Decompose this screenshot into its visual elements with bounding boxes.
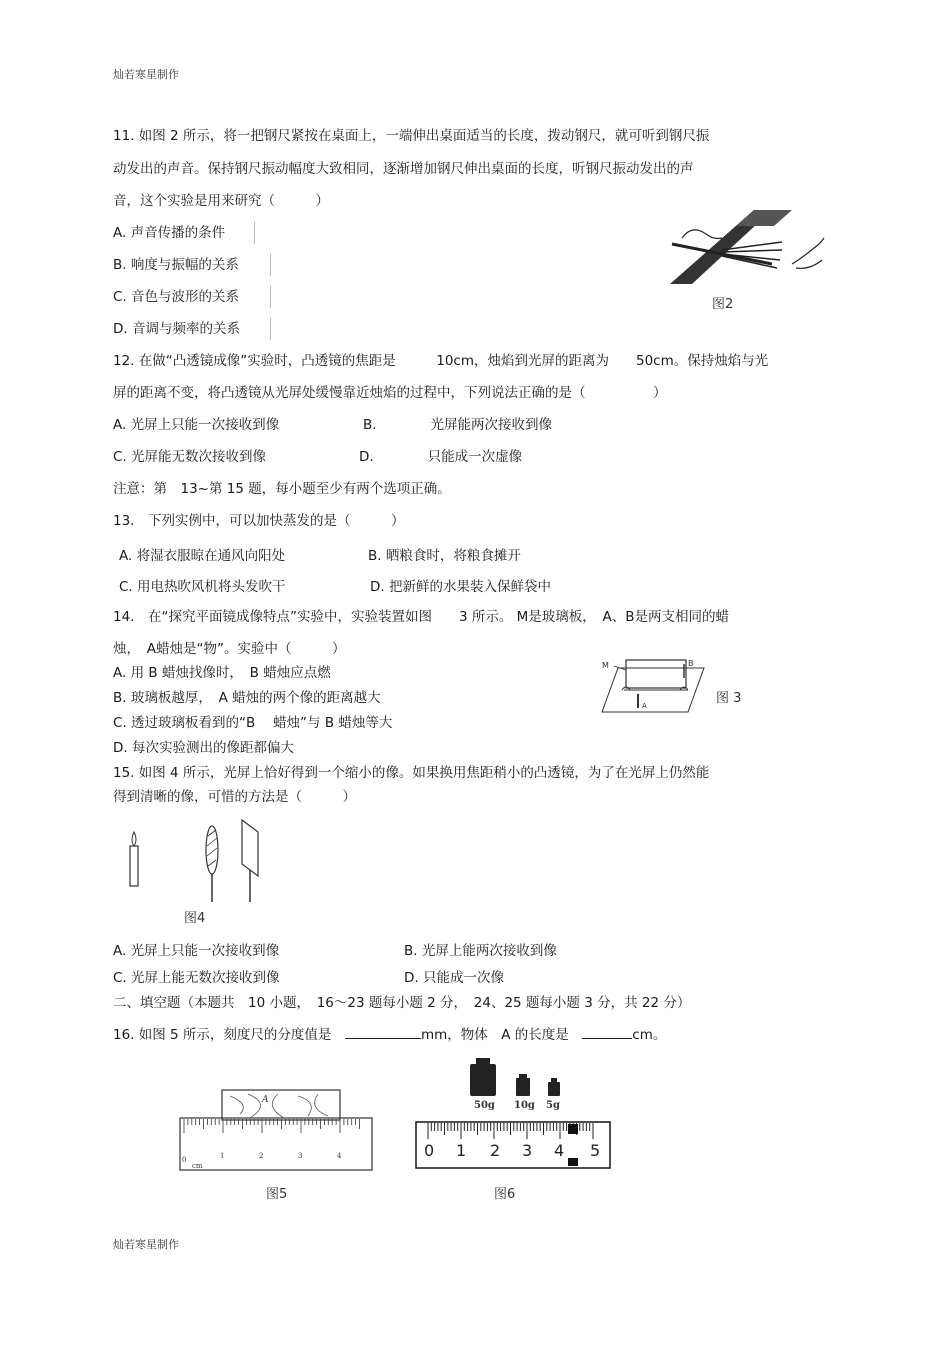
page-header: 灿若寒星制作 — [113, 68, 179, 81]
q11-option-a: A. 声音传播的条件 — [113, 225, 226, 241]
q15-line2: 得到清晰的像，可惜的方法是（ ） — [113, 789, 356, 805]
figure-6-tick-2: 2 — [490, 1141, 501, 1160]
q16-prefix: 16. 如图 5 所示，刻度尺的分度值是 — [113, 1027, 345, 1043]
q16-stem — [113, 1024, 666, 1044]
section-2-heading: 二、填空题（本题共 10 小题， 16～23 题每小题 2 分， 24、25 题每小题 3 分，共 22 分） — [113, 995, 691, 1011]
q15-option-d: D. 只能成一次像 — [404, 970, 504, 986]
figure-5-tick-2: 2 — [259, 1152, 264, 1160]
q11-line3: 音，这个实验是用来研究（ ） — [113, 193, 329, 209]
figure-5-label: 图5 — [266, 1187, 288, 1202]
q14-line2: 烛， A蜡烛是“物”。实验中（ ） — [113, 641, 346, 657]
figure-3-m-label: M — [602, 661, 609, 670]
divider — [270, 318, 271, 340]
q14-option-c: C. 透过玻璃板看到的“B 蜡烛”与 B 蜡烛等大 — [113, 715, 393, 731]
q15-line1: 15. 如图 4 所示，光屏上恰好得到一个缩小的像。如果换用焦距稍小的凸透镜，为了在光屏上仍然能 — [113, 765, 710, 781]
q12-option-c: C. 光屏能无数次接收到像 — [113, 449, 267, 465]
figure-6-weight-50g: 50g — [474, 1100, 495, 1111]
q15-option-b: B. 光屏上能两次接收到像 — [404, 943, 557, 959]
divider — [254, 222, 255, 244]
figure-3-mirror-setup — [600, 654, 710, 716]
q14-line1: 14. 在“探究平面镜成像特点”实验中，实验装置如图 3 所示。 M是玻璃板， A、B是两支相同的蜡 — [113, 609, 730, 625]
note: 注意：第 13~第 15 题，每小题至少有两个选项正确。 — [113, 481, 451, 497]
figure-5-tick-3: 3 — [298, 1152, 303, 1160]
q16-suffix: cm。 — [632, 1027, 667, 1043]
figure-6-tick-0: 0 — [424, 1141, 435, 1160]
figure-6-tick-1: 1 — [456, 1141, 467, 1160]
figure-3-a-label: A — [642, 702, 647, 710]
figure-5-tick-1: 1 — [220, 1152, 225, 1160]
figure-5-object-label: A — [262, 1095, 269, 1105]
q11-option-b: B. 响度与振幅的关系 — [113, 257, 239, 273]
q11-option-d: D. 音调与频率的关系 — [113, 321, 240, 337]
figure-5-ruler — [178, 1086, 374, 1172]
figure-5-tick-0: 0 — [182, 1156, 187, 1164]
figure-5-unit: cm — [192, 1162, 203, 1170]
page-footer: 灿若寒星制作 — [113, 1238, 179, 1251]
q13-option-c: C. 用电热吹风机将头发吹干 — [119, 579, 286, 595]
figure-6-balance — [414, 1056, 614, 1172]
q11-option-c: C. 音色与波形的关系 — [113, 289, 240, 305]
q11-line1: 11. 如图 2 所示，将一把钢尺紧按在桌面上，一端伸出桌面适当的长度，拨动钢尺，就可听到钢尺振 — [113, 128, 710, 144]
figure-2-ruler-vibration — [662, 204, 842, 290]
q12-line1: 12. 在做“凸透镜成像”实验时，凸透镜的焦距是 10cm，烛焰到光屏的距离为 50cm。保持烛焰与光 — [113, 353, 769, 369]
divider — [270, 254, 271, 276]
divider — [270, 286, 271, 308]
figure-4-label: 图4 — [184, 911, 206, 926]
q12-option-b: B. 光屏能两次接收到像 — [363, 417, 553, 433]
q16-blank-length[interactable] — [582, 1024, 632, 1039]
figure-2-label: 图2 — [712, 297, 734, 312]
figure-6-tick-5: 5 — [590, 1141, 601, 1160]
figure-6-weight-10g: 10g — [514, 1100, 535, 1111]
q16-mid: mm，物体 A 的长度是 — [420, 1027, 583, 1043]
figure-3-label: 图 3 — [716, 691, 742, 706]
q11-line2: 动发出的声音。保持钢尺振动幅度大致相同，逐渐增加钢尺伸出桌面的长度，听钢尺振动发出的声 — [113, 161, 694, 177]
figure-6-tick-4: 4 — [554, 1141, 565, 1160]
figure-5-tick-4: 4 — [337, 1152, 342, 1160]
q15-option-a: A. 光屏上只能一次接收到像 — [113, 943, 280, 959]
q12-option-d: D. 只能成一次虚像 — [359, 449, 523, 465]
figure-6-weight-5g: 5g — [546, 1100, 560, 1111]
q12-option-a: A. 光屏上只能一次接收到像 — [113, 417, 280, 433]
q15-option-c: C. 光屏上能无数次接收到像 — [113, 970, 280, 986]
q13-option-b: B. 晒粮食时，将粮食摊开 — [368, 548, 521, 564]
figure-6-label: 图6 — [494, 1187, 516, 1202]
q14-option-b: B. 玻璃板越厚， A 蜡烛的两个像的距离越大 — [113, 690, 381, 706]
q12-line2: 屏的距离不变，将凸透镜从光屏处缓慢靠近烛焰的过程中，下列说法正确的是（ ） — [113, 385, 667, 401]
q14-option-a: A. 用 B 蜡烛找像时， B 蜡烛应点燃 — [113, 665, 331, 681]
q13-option-a: A. 将湿衣服晾在通风向阳处 — [119, 548, 286, 564]
figure-6-tick-3: 3 — [522, 1141, 533, 1160]
q13-stem: 13. 下列实例中，可以加快蒸发的是（ ） — [113, 513, 405, 529]
q13-option-d: D. 把新鲜的水果装入保鲜袋中 — [370, 579, 551, 595]
q14-option-d: D. 每次实验测出的像距都偏大 — [113, 740, 294, 756]
figure-3-b-label: B — [688, 659, 694, 668]
q16-blank-division[interactable] — [345, 1024, 421, 1039]
figure-4-candle-lens-screen — [124, 818, 274, 906]
